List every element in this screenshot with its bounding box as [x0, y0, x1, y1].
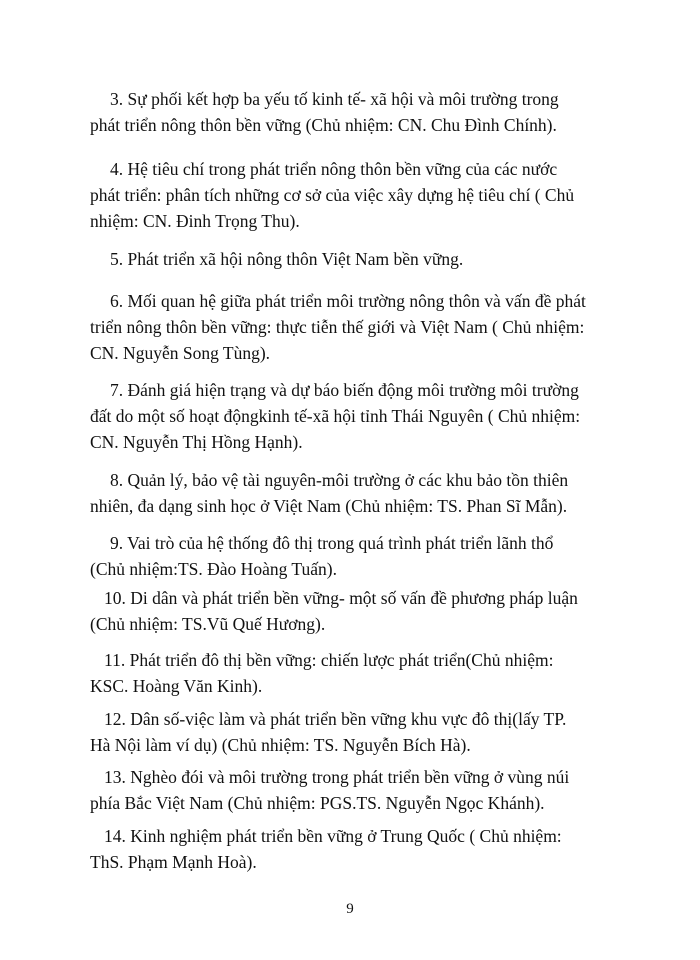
list-item: 13. Nghèo đói và môi trường trong phát triển bền vững ở vùng núi phía Bắc Việt Nam (Chủ nhiệm: PGS.TS. Nguyễn Ngọc Khánh). [90, 767, 570, 813]
list-item: 6. Mối quan hệ giữa phát triển môi trường nông thôn và vấn đề phát triển nông thôn bền vững: thực tiễn thế giới và Việt Nam ( Chủ nhiệm: CN. Nguyễn Song Tùng). [90, 291, 586, 363]
list-item: 7. Đánh giá hiện trạng và dự báo biến động môi trường môi trường đất do một số hoạt độngkinh tế-xã hội tỉnh Thái Nguyên ( Chủ nhiệm: CN. Nguyễn Thị Hồng Hạnh). [90, 380, 581, 452]
list-item: 9. Vai trò của hệ thống đô thị trong quá trình phát triển lãnh thổ (Chủ nhiệm:TS. Đào Hoàng Tuấn). [90, 533, 554, 579]
list-item: 14. Kinh nghiệm phát triển bền vững ở Trung Quốc ( Chủ nhiệm: ThS. Phạm Mạnh Hoà). [90, 826, 562, 872]
list-item: 12. Dân số-việc làm và phát triển bền vững khu vực đô thị(lấy TP. Hà Nội làm ví dụ) (Chủ nhiệm: TS. Nguyễn Bích Hà). [90, 709, 567, 755]
list-item: 8. Quản lý, bảo vệ tài nguyên-môi trường ở các khu bảo tồn thiên nhiên, đa dạng sinh học ở Việt Nam (Chủ nhiệm: TS. Phan Sĩ Mẫn). [90, 470, 569, 516]
list-item: 11. Phát triển đô thị bền vững: chiến lược phát triển(Chủ nhiệm: KSC. Hoàng Văn Kinh). [90, 650, 554, 696]
page-number: 9 [346, 901, 354, 917]
list-item: 5. Phát triển xã hội nông thôn Việt Nam bền vững. [110, 249, 464, 269]
list-item: 4. Hệ tiêu chí trong phát triển nông thôn bền vững của các nước phát triển: phân tích những cơ sở của việc xây dựng hệ tiêu chí ( Chủ nhiệm: CN. Đinh Trọng Thu). [90, 159, 575, 231]
list-item: 3. Sự phối kết hợp ba yếu tố kinh tế- xã hội và môi trường trong phát triển nông thôn bền vững (Chủ nhiệm: CN. Chu Đình Chính). [90, 89, 559, 135]
list-item: 10. Di dân và phát triển bền vững- một số vấn đề phương pháp luận (Chủ nhiệm: TS.Vũ Quế Hương). [90, 588, 578, 634]
